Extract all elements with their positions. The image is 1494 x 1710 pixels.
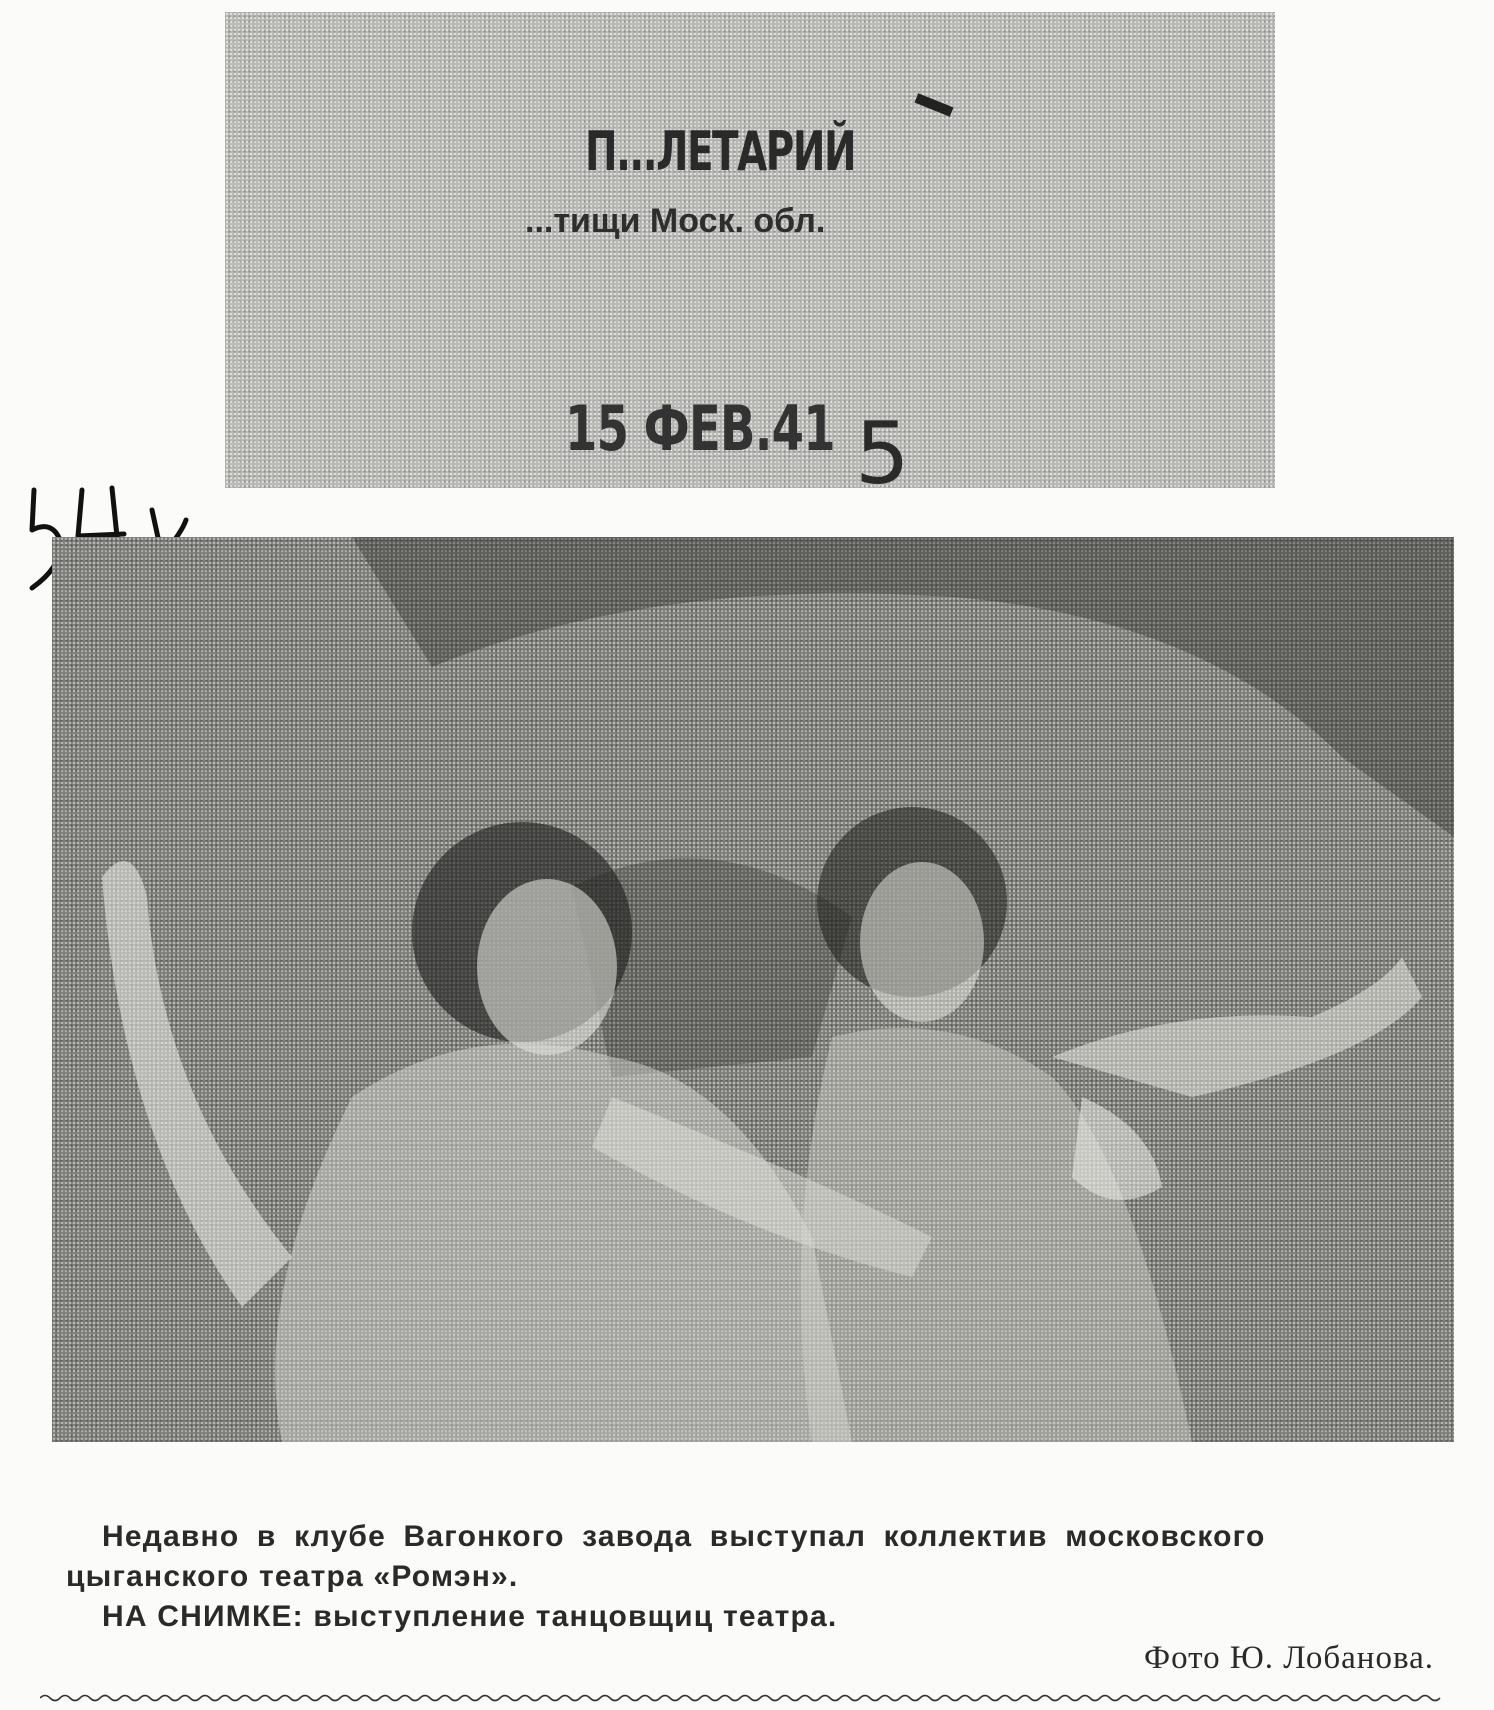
archive-stamp	[225, 12, 1275, 504]
photo-credit: Фото Ю. Лобанова.	[1144, 1640, 1434, 1676]
photograph	[52, 537, 1454, 1442]
caption-line: Недавно в клубе Вагонкого завода выступал коллектив московского	[102, 1520, 1266, 1553]
stamp-date: 15 ФЕВ.41	[565, 392, 835, 465]
photo-caption	[66, 1517, 1426, 1637]
stamp-place: ...тищи Моск. обл.	[525, 202, 826, 240]
caption-line: НА СНИМКЕ: выступление танцовщиц театра.	[102, 1600, 838, 1633]
caption-line: цыганского театра «Ромэн».	[66, 1560, 519, 1593]
stamp-number: 5	[855, 404, 910, 504]
wavy-divider	[40, 1692, 1452, 1704]
ink-blot	[915, 93, 954, 117]
dancers-photo-graphic	[52, 537, 1454, 1442]
stamp-newspaper-title: П...ЛЕТАРИЙ	[585, 120, 856, 183]
